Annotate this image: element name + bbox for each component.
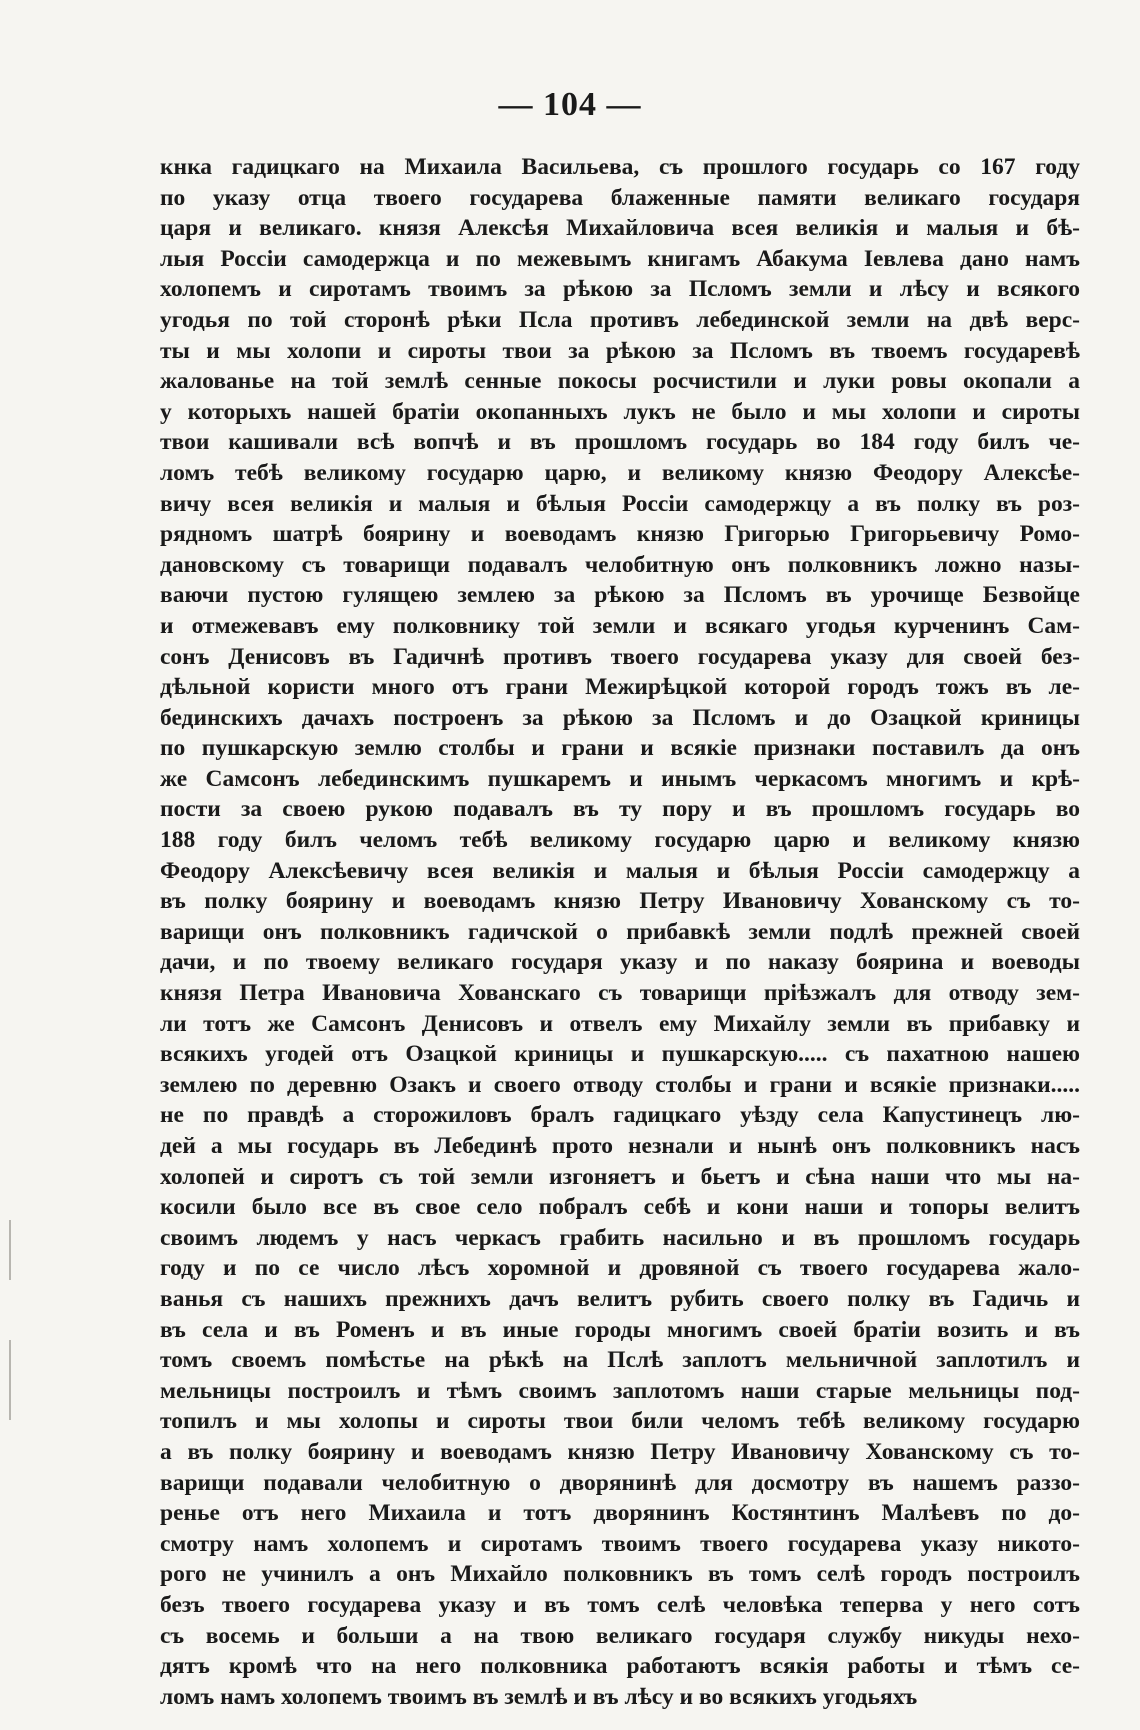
body-text bbox=[160, 152, 1080, 1712]
text-line: царя и великаго. князя Алексѣя Михайловича всея великія и малыя и бѣ- bbox=[160, 215, 1080, 242]
text-line: топилъ и мы холопы и сироты твои били челомъ тебѣ великому государю bbox=[160, 1408, 1080, 1435]
text-line: дачи, и по твоему великаго государя указу и по наказу боярина и воеводы bbox=[160, 949, 1080, 976]
text-line: князя Петра Ивановича Хованскаго съ товарищи пріѣзжалъ для отводу зем- bbox=[160, 980, 1080, 1007]
margin-mark bbox=[9, 1220, 11, 1280]
text-line: вичу всея великія и малыя и бѣлыя Россіи самодержцу а въ полку въ роз- bbox=[160, 490, 1080, 517]
text-line: жалованье на той землѣ сенные покосы росчистили и луки ровы окопали а bbox=[160, 368, 1080, 395]
text-line: по пушкарскую землю столбы и грани и всякіе признаки поставилъ да онъ bbox=[160, 735, 1080, 762]
text-line: же Самсонъ лебединскимъ пушкаремъ и инымъ черкасомъ многимъ и крѣ- bbox=[160, 765, 1080, 792]
text-line: варищи онъ полковникъ гадичской о прибавкѣ земли подлѣ прежней своей bbox=[160, 918, 1080, 945]
text-line: косили было все въ свое село побралъ себѣ и кони наши и топоры велитъ bbox=[160, 1194, 1080, 1221]
text-line: ломъ намъ холопемъ твоимъ въ землѣ и въ лѣсу и во всякихъ угодьяхъ bbox=[160, 1683, 918, 1710]
text-line: ли тотъ же Самсонъ Денисовъ и отвелъ ему Михайлу земли въ прибавку и bbox=[160, 1010, 1080, 1037]
text-line: холопей и сиротъ съ той земли изгоняетъ и бьетъ и сѣна наши что мы на- bbox=[160, 1163, 1080, 1190]
text-line: съ восемь и больши а на твою великаго государя службу никуды нехо- bbox=[160, 1622, 1080, 1649]
text-line: и отмежевавъ ему полковнику той земли и всякаго угодья курченинъ Сам- bbox=[160, 612, 1080, 639]
text-line: рядномъ шатрѣ боярину и воеводамъ князю Григорью Григорьевичу Ромо- bbox=[160, 521, 1080, 548]
text-line: а въ полку боярину и воеводамъ князю Петру Ивановичу Хованскому съ то- bbox=[160, 1438, 1080, 1465]
text-line: ванья съ нашихъ прежнихъ дачъ велитъ рубить своего полку въ Гадичь и bbox=[160, 1285, 1080, 1312]
text-line: холопемъ и сиротамъ твоимъ за рѣкою за Псломъ земли и лѣсу и всякого bbox=[160, 276, 1080, 303]
text-line: землею по деревню Озакъ и своего отводу столбы и грани и всякіе признаки..... bbox=[160, 1071, 1080, 1098]
text-line: томъ своемъ помѣстье на рѣкѣ на Пслѣ заплотъ мельничной заплотилъ и bbox=[160, 1347, 1080, 1374]
text-line: не по правдѣ а сторожиловъ бралъ гадицкаго уѣзду села Капустинецъ лю- bbox=[160, 1102, 1080, 1129]
text-line: варищи подавали челобитную о дворянинѣ для досмотру въ нашемъ раззо- bbox=[160, 1469, 1080, 1496]
margin-mark bbox=[9, 1340, 11, 1420]
text-line: Феодору Алексѣевичу всея великія и малыя и бѣлыя Россіи самодержцу а bbox=[160, 857, 1080, 884]
text-line: бединскихъ дачахъ построенъ за рѣкою за Псломъ и до Озацкой криницы bbox=[160, 704, 1080, 731]
text-line: ты и мы холопи и сироты твои за рѣкою за Псломъ въ твоемъ государевѣ bbox=[160, 337, 1080, 364]
text-line: всякихъ угодей отъ Озацкой криницы и пушкарскую..... съ пахатною нашею bbox=[160, 1041, 1080, 1068]
text-line: смотру намъ холопемъ и сиротамъ твоимъ твоего государева указу никото- bbox=[160, 1530, 1080, 1557]
text-line: ренье отъ него Михаила и тотъ дворянинъ Костянтинъ Малѣевъ по до- bbox=[160, 1500, 1080, 1527]
text-line: безъ твоего государева указу и въ томъ селѣ человѣка теперва у него сотъ bbox=[160, 1591, 1080, 1618]
text-line: дѣльной користи много отъ грани Межирѣцкой которой городъ тожъ въ ле- bbox=[160, 674, 1080, 701]
text-line: 188 году билъ челомъ тебѣ великому государю царю и великому князю bbox=[160, 827, 1080, 854]
text-line: кнка гадицкаго на Михаила Васильева, съ прошлого государь со 167 году bbox=[160, 154, 1080, 180]
text-line: дей а мы государь въ Лебединѣ прото незнали и нынѣ онъ полковникъ насъ bbox=[160, 1133, 1080, 1159]
text-line: у которыхъ нашей братіи окопанныхъ лукъ не было и мы холопи и сироты bbox=[160, 398, 1080, 425]
page-number: — 104 — bbox=[498, 86, 642, 123]
text-line: мельницы построилъ и тѣмъ своимъ заплотомъ наши старые мельницы под- bbox=[160, 1377, 1080, 1404]
text-line: по указу отца твоего государева блаженные памяти великаго государя bbox=[160, 184, 1080, 211]
text-line: дановскому съ товарищи подавалъ челобитную онъ полковникъ ложно назы- bbox=[160, 551, 1080, 578]
text-line: дятъ кромѣ что на него полковника работаютъ всякія работы и тѣмъ се- bbox=[160, 1653, 1080, 1680]
text-line: въ полку боярину и воеводамъ князю Петру Ивановичу Хованскому съ то- bbox=[160, 888, 1080, 915]
text-line: году и по се число лѣсъ хоромной и дровяной съ твоего государева жало- bbox=[160, 1255, 1080, 1282]
text-line: лыя Россіи самодержца и по межевымъ книгамъ Абакума Іевлева дано намъ bbox=[160, 245, 1080, 272]
text-line: въ села и въ Роменъ и въ иные городы многимъ своей братіи возить и въ bbox=[160, 1316, 1080, 1343]
text-line: твои кашивали всѣ вопчѣ и въ прошломъ государь во 184 году билъ че- bbox=[160, 429, 1080, 456]
text-line: пости за своею рукою подавалъ въ ту пору и въ прошломъ государь во bbox=[160, 796, 1080, 823]
text-line: своимъ людемъ у насъ черкасъ грабить насильно и въ прошломъ государь bbox=[160, 1224, 1080, 1251]
text-line: угодья по той сторонѣ рѣки Псла противъ лебединской земли на двѣ верс- bbox=[160, 306, 1080, 333]
text-line: ваючи пустою гулящею землею за рѣкою за Псломъ въ урочище Безвойце bbox=[160, 582, 1080, 609]
text-line: рого не учинилъ а онъ Михайло полковникъ въ томъ селѣ городъ построилъ bbox=[160, 1561, 1080, 1588]
text-line: ломъ тебѣ великому государю царю, и великому князю Феодору Алексѣе- bbox=[160, 459, 1080, 486]
text-line: сонъ Денисовъ въ Гадичнѣ противъ твоего государева указу для своей без- bbox=[160, 643, 1080, 670]
